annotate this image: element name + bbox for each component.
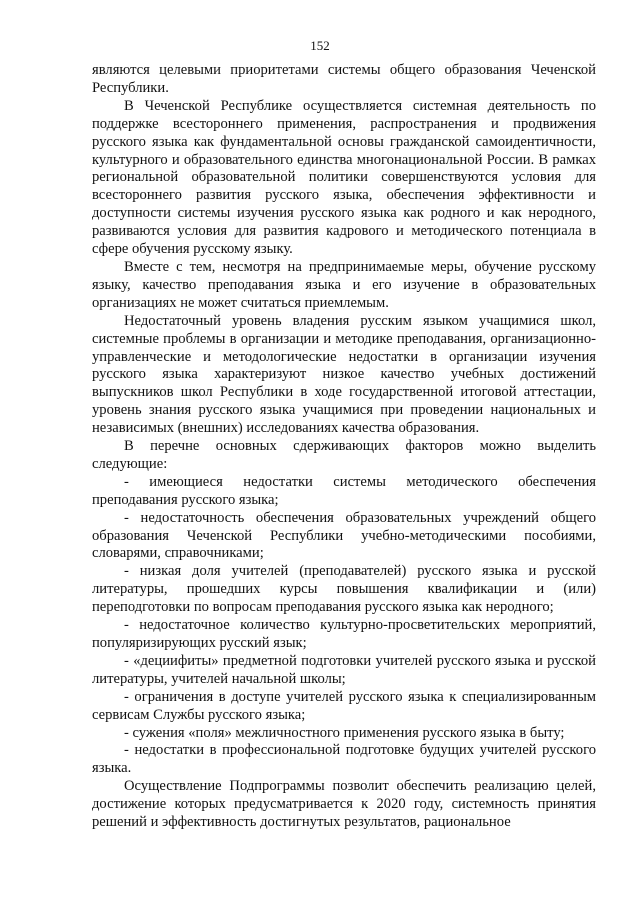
list-item: - ограничения в доступе учителей русского языка к специализированным сервисам Службы русского языка;: [92, 688, 596, 723]
list-item: - низкая доля учителей (преподавателей) русского языка и русской литературы, прошедших курсы повышения квалификации и (или) переподготовки по вопросам преподавания русского языка как неродного;: [92, 563, 596, 616]
document-body: [92, 62, 596, 832]
list-item: - недостатки в профессиональной подготовке будущих учителей русского языка.: [92, 742, 596, 777]
paragraph: Вместе с тем, несмотря на предпринимаемые меры, обучение русскому языку, качество преподавания языка и его изучение в образовательных организациях не может считаться приемлемым.: [92, 258, 596, 311]
paragraph: В перечне основных сдерживающих факторов можно выделить следующие:: [92, 438, 596, 472]
list-item: - недостаточное количество культурно-просветительских мероприятий, популяризирующих русский язык;: [92, 617, 596, 651]
list-item: - сужения «поля» межличностного применения русского языка в быту;: [124, 724, 565, 741]
list-item: - имеющиеся недостатки системы методического обеспечения преподавания русского языка;: [92, 473, 596, 508]
paragraph: Осуществление Подпрограммы позволит обеспечить реализацию целей, достижение которых предусматривается к 2020 году, системность принятия решений и эффективность достигнутых результатов, рациональное: [92, 778, 596, 831]
list-item: - «дециифиты» предметной подготовки учителей русского языка и русской литературы, учителей начальной школы;: [92, 652, 596, 687]
paragraph: Недостаточный уровень владения русским языком учащимися школ, системные проблемы в организации и методике преподавания, организационно-управленческие и методологические недостатки в организации изучения русского языка характеризуют низкое качество учебных достижений выпускников школ Республики в ходе государственной итоговой аттестации, уровень знания русского языка учащимися при проведении национальных и независимых (внешних) исследованиях качества образования.: [92, 312, 596, 437]
list-item: - недостаточность обеспечения образовательных учреждений общего образования Чеченской Республики учебно-методическими пособиями, словарями, справочниками;: [92, 509, 596, 562]
page-number: 152: [310, 38, 330, 53]
paragraph: являются целевыми приоритетами системы общего образования Чеченской Республики.: [92, 62, 596, 96]
paragraph: В Чеченской Республике осуществляется системная деятельность по поддержке всестороннего применения, распространения и продвижения русского языка как фундаментальной основы гражданской самоидентичности, культурного и образовательного единства многонациональной России. В рамках региональной образовательной политики совершенствуются условия для всестороннего развития русского языка, обеспечения эффективности и доступности системы изучения русского языка как родного и как неродного, развиваются условия для развития кадрового и методического потенциала в сфере обучения русскому языку.: [92, 97, 596, 258]
